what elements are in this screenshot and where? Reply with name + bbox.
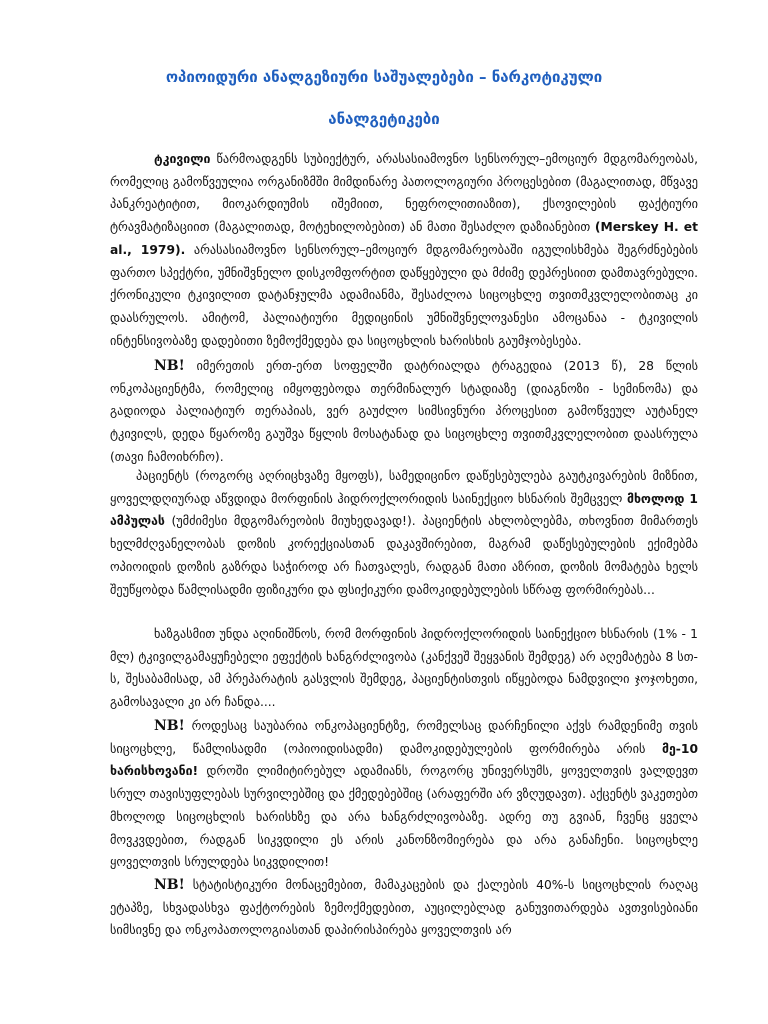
nb-marker: NB!	[154, 718, 185, 734]
document-title-line-1: ოპიოიდური ანალგეზიური საშუალებები – ნარკოტიკული	[165, 68, 603, 86]
paragraph-nb-statistics	[110, 874, 698, 942]
paragraph-nb-onco	[110, 715, 698, 874]
paragraph-text: პაციენტს (როგორც აღრიცხვაზე მყოფს), სამედიცინო დაწესებულება გაუტკივარების მიზნით, ყოველდღიურად აწვდიდა მორფინის ჰიდროქლორიდის საინექციო ხსნარის შემცველ	[110, 469, 698, 506]
paragraph-text: არასასიამოვნო სენსორულ–ემოციურ მდგომარეობაში იგულისხმება შეგრძნებების ფართო სპექტრი, უმნიშვნელო დისკომფორტით დაწყებული და მძიმე დეპრესიით დამთავრებული. ქრონიკული ტკივილით დატანჯულმა ადამიანმა, შესაძლოა სიცოცხლე თვითმკვლელობითაც კი დაასრულოს. ამიტომ, პალიატიური მედიცინის უმნიშვნელოვანესი ამოცანაა - ტკივილის ინტენსივობაზე დადებითი ზემოქმედება და სიცოცხლის ხარისხის გაუმჯობესება.	[110, 242, 698, 348]
citation: (Merskey H. et al., 1979).	[110, 220, 698, 257]
term-pain: ტკივილი	[154, 152, 211, 166]
paragraph-text: (უმძიმესი მდგომარეობის მიუხედავად!). პაციენტის ახლობლებმა, თხოვნით მიმართეს ხელმძღვანელობას დოზის კორექციასთან დაკავშირებით, მაგრამ დაწესებულების ექიმებმა ოპიოიდის დოზის გაზრდა საჭიროდ არ ჩათვალეს, რადგან მათი აზრით, დოზის მომატება ხელს შეუწყობდა წამლისადმი ფიზიკური და ფსიქიკური დამოკიდებულების სწრაფ ფორმირებას...	[110, 514, 698, 597]
nb-marker: NB!	[154, 358, 185, 374]
paragraph-pain-definition	[110, 148, 698, 352]
paragraph-text: სტატისტიკური მონაცემებით, მამაკაცების და ქალების 40%-ს სიცოცხლის რაღაც ეტაპზე, სხვადასხვა ფაქტორების ზემოქმედებით, აუცილებლად განუვითარდება ავთვისებიანი სიმსივნე და ონკოპათოლოგიასთან დაპირისპირება ყოველთვის არ	[110, 878, 698, 938]
nb-marker: NB!	[154, 877, 185, 893]
paragraph-patient	[110, 465, 698, 601]
paragraph-nb-case	[110, 355, 698, 469]
paragraph-text: დროში ლიმიტირებულ ადამიანს, როგორც უნივერსუმს, ყოველთვის ვალდევთ სრულ თავისუფლებას სურვილებშიც და ქმედებებშიც (არაფერში არ ვზღუდავთ). აქცენტს ვაკეთებთ მხოლოდ სიცოცხლის ხარისხზე და არა ხანგრძლივობაზე. ადრე თუ გვიან, ჩვენც ყველა მოვკვდებით, რადგან სიკვდილი ეს არის კანონზომიერება და არა განაჩენი. სიცოცხლე ყოველთვის სრულდება სიკვდილით!	[110, 764, 698, 870]
paragraph-text: ხაზგასმით უნდა აღინიშნოს, რომ მორფინის ჰიდროქლორიდის საინექციო ხსნარის (1% - 1 მლ) ტკივილგამაყუჩებელი ეფექტის ხანგრძლივობა (კანქვეშ შეყვანის შემდეგ) არ აღემატება 8 სთ-ს, შესაბამისად, ამ პრეპარატის გასვლის შემდეგ, პაციენტისთვის იწყებოდა ნამდვილი ჯოჯოხეთი, გამოსავალი კი არ ჩანდა....	[110, 627, 698, 710]
paragraph-text: წარმოადგენს სუბიექტურ, არასასიამოვნო სენსორულ–ემოციურ მდგომარეობას, რომელიც გამოწვეულია ორგანიზმში მიმდინარე პათოლოგიური პროცესებით (მაგალითად, მწვავე პანკრეატიტით, მიოკარდიუმის იშემიით, ნეფროლითიაზით), ქსოვილების ფაქტიური ტრავმატიზაციით (მაგალითად, მოტეხილობებით) ან მათი შესაძლო დაზიანებით	[110, 152, 698, 235]
paragraph-text: იმერეთის ერთ-ერთ სოფელში დატრიალდა ტრაგედია (2013 წ), 28 წლის ონკოპაციენტმა, რომელიც იმყოფებოდა თერმინალურ სტადიაზე (დიაგნოზი - სემინომა) და გადიოდა პალიატიურ თერაპიას, ვერ გაუძლო სიმსივნური პროცესით გამოწვეულ აუტანელ ტკივილს, დედა წყაროზე გაუშვა წყლის მოსატანად და სიცოცხლე თვითმკვლელობით დაასრულა (თავი ჩამოიხრჩო).	[110, 359, 698, 464]
emphasis-one-ampoule: მხოლოდ 1 ამპულას	[110, 491, 698, 529]
paragraph-text: როდესაც საუბარია ონკოპაციენტზე, რომელსაც დარჩენილი აქვს რამდენიმე თვის სიცოცხლე, წამლისადმი (ოპიოიდისადმი) დამოკიდებულების ფორმირება არის	[110, 719, 698, 756]
emphasis-tenth-degree: მე-10 ხარისხოვანი!	[110, 741, 698, 779]
paragraph-morphine-duration	[110, 623, 698, 714]
document-title-line-2: ანალგეტიკები	[328, 110, 440, 128]
